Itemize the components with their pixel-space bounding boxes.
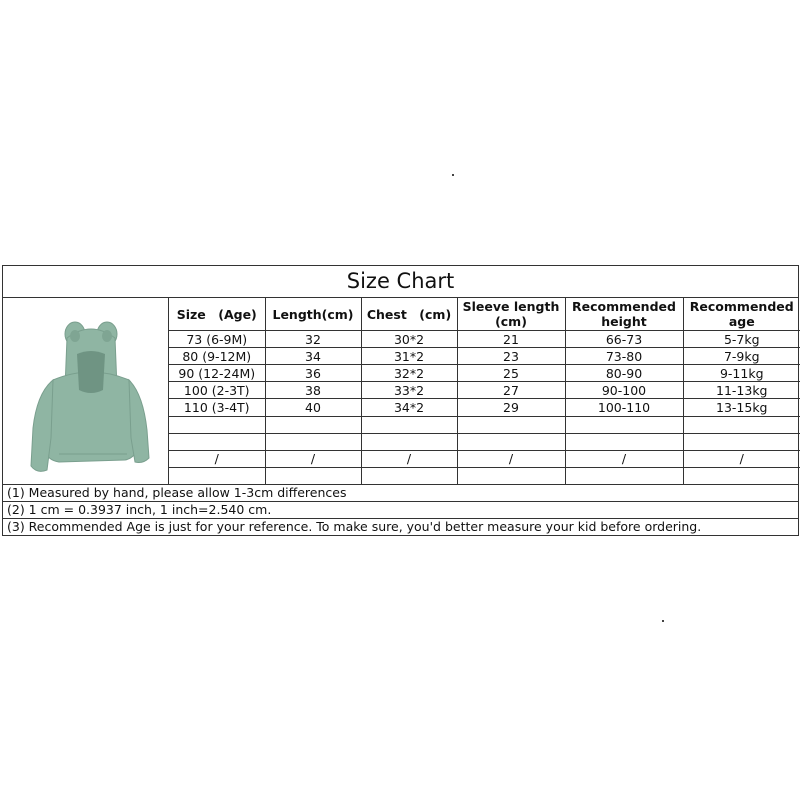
table-row <box>169 382 800 399</box>
table-row <box>169 416 800 433</box>
cell <box>361 467 457 484</box>
note-3: (3) Recommended Age is just for your reference. To make sure, you'd better measure your kid before ordering. <box>7 519 702 534</box>
cell <box>565 467 683 484</box>
cell: 29 <box>457 399 565 416</box>
cell: 40 <box>265 399 361 416</box>
chart-title: Size Chart <box>3 266 798 298</box>
cell: 30*2 <box>361 331 457 348</box>
cell <box>457 433 565 450</box>
cell: / <box>361 450 457 467</box>
cell: 34 <box>265 348 361 365</box>
cell <box>683 467 800 484</box>
cell <box>565 416 683 433</box>
cell: 34*2 <box>361 399 457 416</box>
cell: 9-11kg <box>683 365 800 382</box>
cell: / <box>565 450 683 467</box>
cell: 27 <box>457 382 565 399</box>
cell: 31*2 <box>361 348 457 365</box>
cell: 80 (9-12M) <box>169 348 265 365</box>
cell <box>683 433 800 450</box>
cell: 66-73 <box>565 331 683 348</box>
cell <box>361 433 457 450</box>
header-length: Length(cm) <box>265 298 361 331</box>
cell <box>169 433 265 450</box>
cell: 11-13kg <box>683 382 800 399</box>
notes <box>3 484 798 535</box>
cell: 38 <box>265 382 361 399</box>
header-age: Recommended age <box>683 298 800 331</box>
cell: 23 <box>457 348 565 365</box>
header-row <box>169 298 800 331</box>
note-2: (2) 1 cm = 0.3937 inch, 1 inch=2.540 cm. <box>3 502 798 519</box>
header-chest: Chest (cm) <box>361 298 457 331</box>
cell <box>265 416 361 433</box>
cell: 13-15kg <box>683 399 800 416</box>
cell <box>361 416 457 433</box>
cell: 32 <box>265 331 361 348</box>
cell: 73 (6-9M) <box>169 331 265 348</box>
chart-grid <box>3 298 798 484</box>
cell: 90-100 <box>565 382 683 399</box>
speck <box>662 620 664 622</box>
cell: / <box>457 450 565 467</box>
cell <box>265 467 361 484</box>
cell: 5-7kg <box>683 331 800 348</box>
header-size: Size (Age) <box>169 298 265 331</box>
table-row <box>169 450 800 467</box>
cell: 21 <box>457 331 565 348</box>
cell: 80-90 <box>565 365 683 382</box>
cell <box>169 416 265 433</box>
cell: 73-80 <box>565 348 683 365</box>
cell: 90 (12-24M) <box>169 365 265 382</box>
hoodie-illustration <box>3 298 168 484</box>
cell: 100 (2-3T) <box>169 382 265 399</box>
cell: 36 <box>265 365 361 382</box>
cell: 25 <box>457 365 565 382</box>
cell <box>169 467 265 484</box>
cell: / <box>265 450 361 467</box>
header-height: Recommended height <box>565 298 683 331</box>
table-row <box>169 433 800 450</box>
table-row <box>169 399 800 416</box>
note-1: (1) Measured by hand, please allow 1-3cm differences <box>3 485 798 502</box>
cell <box>457 416 565 433</box>
size-chart <box>2 265 799 536</box>
cell: / <box>169 450 265 467</box>
header-sleeve: Sleeve length (cm) <box>457 298 565 331</box>
cell <box>265 433 361 450</box>
cell: 100-110 <box>565 399 683 416</box>
cell: / <box>683 450 800 467</box>
table-row <box>169 365 800 382</box>
cell: 7-9kg <box>683 348 800 365</box>
speck <box>452 174 454 176</box>
cell <box>457 467 565 484</box>
cell: 32*2 <box>361 365 457 382</box>
cell: 33*2 <box>361 382 457 399</box>
table-row <box>169 331 800 348</box>
table-row <box>169 467 800 484</box>
table-row <box>169 348 800 365</box>
size-table <box>169 298 800 484</box>
cell: 110 (3-4T) <box>169 399 265 416</box>
cell <box>565 433 683 450</box>
cell <box>683 416 800 433</box>
product-image <box>3 298 169 484</box>
